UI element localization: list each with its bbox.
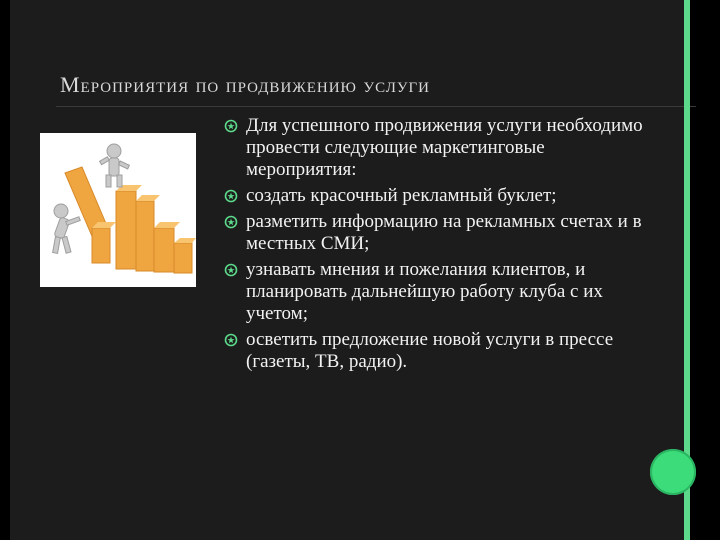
bullet-list [224,115,644,377]
title-divider [56,106,696,107]
slide-title: Мероприятия по продвижению услуги [60,72,431,97]
bullet-text: узнавать мнения и пожелания клиентов, и планировать дальнейшую работу клуба с их учетом; [246,259,603,324]
list-item [224,329,644,373]
bullet-text: разметить информацию на рекламных счетах и в местных СМИ; [246,211,642,254]
bullet-text: Для успешного продвижения услуги необходимо провести следующие маркетинговые мероприятия: [246,115,643,180]
list-item [224,211,644,255]
list-item [224,115,644,181]
circle-star-icon [224,333,238,347]
illustration [40,133,196,287]
slide [10,0,690,540]
list-item [224,185,644,207]
circle-star-icon [224,119,238,133]
bullet-text: создать красочный рекламный буклет; [246,185,557,206]
circle-star-icon [224,189,238,203]
list-item [224,259,644,325]
green-circle-decoration [650,449,696,495]
circle-star-icon [224,263,238,277]
bullet-text: осветить предложение новой услуги в прессе (газеты, ТВ, радио). [246,329,614,372]
figures-pushing-bar-chart-icon [40,133,196,287]
circle-star-icon [224,215,238,229]
